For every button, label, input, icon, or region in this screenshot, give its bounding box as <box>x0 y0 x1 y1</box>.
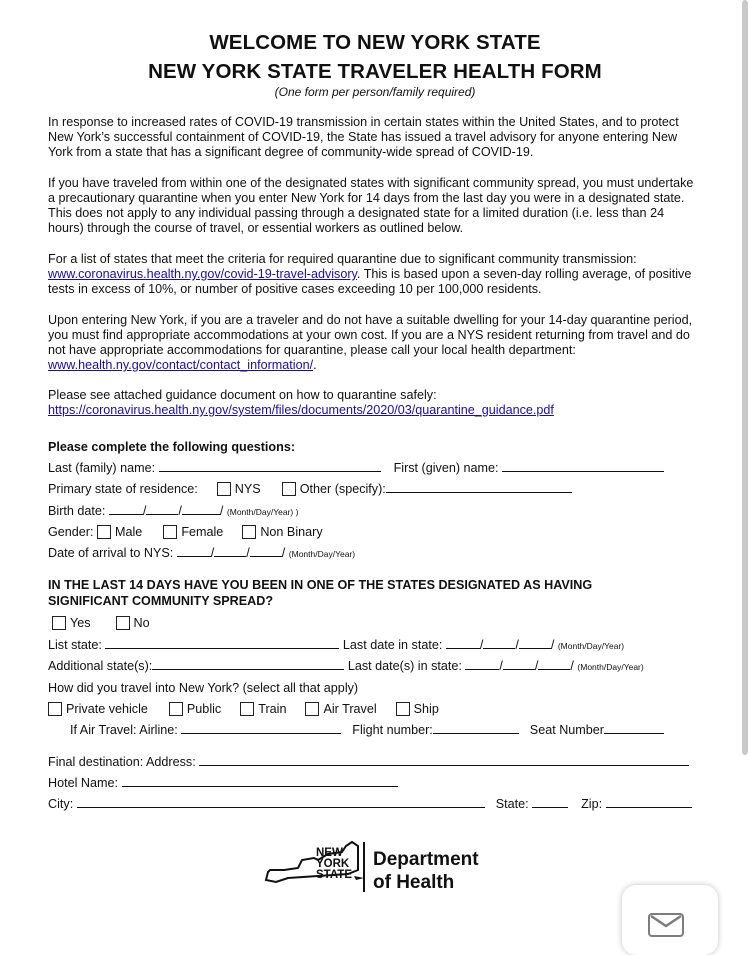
yes-checkbox[interactable] <box>52 616 66 630</box>
dept-line-2: of Health <box>373 872 455 893</box>
paragraph-4 <box>48 313 696 373</box>
paragraph-2: If you have traveled from within one of the designated states with significant community spread, you must undertake a precautionary quarantine when you enter New York for 14 days from the last day you were in a designated state. This does not apply to any individual passing through a designated state for a limited duration (i.e. less than 24 hours) through the course of travel, or essential workers as outlined below. <box>48 176 694 235</box>
mail-icon <box>648 913 684 937</box>
paragraph-5-text: Please see attached guidance document on how to quarantine safely: <box>48 388 437 402</box>
birth-date-row: Birth date: / / / (Month/Day/Year) ) <box>48 504 299 518</box>
birth-month-field[interactable] <box>109 504 143 515</box>
last-dates-label: Last date(s) in state: <box>347 659 462 673</box>
other-state-label: Other (specify): <box>299 482 386 496</box>
nonbinary-label: Non Binary <box>260 525 323 539</box>
paragraph-3 <box>48 252 696 297</box>
city-field[interactable] <box>77 797 485 808</box>
public-checkbox[interactable] <box>169 702 183 716</box>
form-heading: Please complete the following questions: <box>48 440 296 454</box>
female-checkbox[interactable] <box>163 525 177 539</box>
final-destination-label: Final destination: Address: <box>48 755 196 769</box>
train-label: Train <box>258 702 287 716</box>
department-of-health-wordmark <box>373 848 479 894</box>
vertical-scrollbar[interactable] <box>742 0 748 755</box>
arrival-year-field[interactable] <box>250 546 282 557</box>
first-name-label: First (given) name: <box>393 461 499 475</box>
air-travel-row <box>70 723 664 737</box>
air-travel-checkbox[interactable] <box>305 702 319 716</box>
spread-question-line1: IN THE LAST 14 DAYS HAVE YOU BEEN IN ONE OF THE STATES DESIGNATED AS HAVING <box>48 578 593 592</box>
ny-word-state: STATE <box>316 869 352 881</box>
birth-year-field[interactable] <box>182 504 220 515</box>
male-label: Male <box>115 525 143 539</box>
seat-number-label: Seat Number <box>529 723 604 737</box>
private-vehicle-checkbox[interactable] <box>48 702 62 716</box>
male-checkbox[interactable] <box>97 525 111 539</box>
last-month-field[interactable] <box>446 638 480 649</box>
zip-field[interactable] <box>606 797 692 808</box>
quarantine-guidance-link[interactable]: https://coronavirus.health.ny.gov/system/files/documents/2020/03/quarantine_guidance.pdf <box>48 403 554 417</box>
spread-question-line2: SIGNIFICANT COMMUNITY SPREAD? <box>48 594 274 608</box>
hotel-name-label: Hotel Name: <box>48 776 118 790</box>
ny-word-new: NEW <box>316 847 343 859</box>
zip-label: Zip: <box>581 797 603 811</box>
arrival-date-row: Date of arrival to NYS: / / / (Month/Day/Year) <box>48 546 356 560</box>
yes-no-row <box>52 616 150 630</box>
flight-number-label: Flight number: <box>352 723 433 737</box>
travel-question: How did you travel into New York? (select all that apply) <box>48 681 359 695</box>
yes-label: Yes <box>70 616 91 630</box>
airline-label: If Air Travel: Airline: <box>70 723 178 737</box>
other-state-checkbox[interactable] <box>282 482 296 496</box>
nonbinary-checkbox[interactable] <box>242 525 256 539</box>
state-label: State: <box>495 797 529 811</box>
last-day-field[interactable] <box>483 638 515 649</box>
last-name-label: Last (family) name: <box>48 461 156 475</box>
arrival-day-field[interactable] <box>214 546 246 557</box>
paragraph-4-text: Upon entering New York, if you are a traveler and do not have a suitable dwelling for your 14-day quarantine period, you must find appropriate accommodations at your own cost. If you are a NYS resident returning from travel and do not have appropriate accommodations for quarantine, please call your local health department: <box>48 313 693 357</box>
state-field[interactable] <box>532 797 568 808</box>
primary-state-label: Primary state of residence: <box>48 482 198 496</box>
birth-date-label: Birth date: <box>48 504 106 518</box>
nys-label: NYS <box>234 482 261 496</box>
last-name-field[interactable] <box>159 461 381 472</box>
final-destination-field[interactable] <box>199 755 689 766</box>
airline-field[interactable] <box>181 723 341 734</box>
no-checkbox[interactable] <box>116 616 130 630</box>
birth-date-format: (Month/Day/Year) ) <box>226 507 299 517</box>
last-date-format: (Month/Day/Year) <box>557 641 625 651</box>
page-subtitle: (One form per person/family required) <box>274 85 476 99</box>
dept-line-1: Department <box>373 849 479 870</box>
last-dates-month-field[interactable] <box>465 659 499 670</box>
private-vehicle-label: Private vehicle <box>66 702 148 716</box>
city-label: City: <box>48 797 74 811</box>
ny-state-wordmark <box>316 848 352 881</box>
travel-advisory-link[interactable]: www.coronavirus.health.ny.gov/covid-19-travel-advisory <box>48 267 357 281</box>
last-dates-day-field[interactable] <box>503 659 535 670</box>
ship-label: Ship <box>413 702 439 716</box>
paragraph-3-text-end: . This is based upon a seven-day rolling average, of positive tests in excess of 10%, or number of positive cases exceeding 10 per 100,000 residents. <box>48 267 692 296</box>
page-title-line2: NEW YORK STATE TRAVELER HEALTH FORM <box>148 60 602 83</box>
first-name-field[interactable] <box>502 461 664 472</box>
train-checkbox[interactable] <box>240 702 254 716</box>
arrival-date-label: Date of arrival to NYS: <box>48 546 174 560</box>
city-state-zip-row <box>48 797 692 811</box>
last-name-row <box>48 461 664 475</box>
contact-information-link[interactable]: www.health.ny.gov/contact/contact_information/ <box>48 358 314 372</box>
paragraph-4-text-end: . <box>313 358 317 372</box>
paragraph-5 <box>48 388 696 418</box>
last-dates-format: (Month/Day/Year) <box>577 662 644 672</box>
no-label: No <box>133 616 150 630</box>
logo-divider <box>363 842 365 892</box>
paragraph-1: In response to increased rates of COVID-19 transmission in certain states within the United States, and to protect New York’s successful containment of COVID-19, the State has issued a travel advisory for anyone entering New York from a state that has a significant degree of community-wide spread of COVID-19. <box>48 115 679 159</box>
travel-mode-row <box>48 702 439 716</box>
mail-button[interactable] <box>622 885 718 955</box>
ship-checkbox[interactable] <box>396 702 410 716</box>
final-destination-row <box>48 755 689 769</box>
arrival-month-field[interactable] <box>177 546 211 557</box>
last-year-field[interactable] <box>519 638 551 649</box>
last-dates-year-field[interactable] <box>538 659 570 670</box>
additional-states-field[interactable] <box>152 659 344 670</box>
paragraph-3-text: For a list of states that meet the criteria for required quarantine due to significant community transmission: <box>48 252 637 266</box>
arrival-date-format: (Month/Day/Year) <box>288 549 356 559</box>
other-state-field[interactable] <box>386 482 572 493</box>
additional-states-row: Additional state(s): Last date(s) in state: / / / (Month/Day/Year) <box>48 659 644 673</box>
last-date-label: Last date in state: <box>342 638 443 652</box>
public-label: Public <box>186 702 222 716</box>
air-travel-label: Air Travel <box>323 702 377 716</box>
primary-state-row <box>48 482 572 496</box>
nys-checkbox[interactable] <box>217 482 231 496</box>
seat-number-field[interactable] <box>604 723 664 734</box>
birth-day-field[interactable] <box>146 504 178 515</box>
ny-word-york: YORK <box>316 858 350 870</box>
flight-number-field[interactable] <box>433 723 519 734</box>
gender-row <box>48 525 323 539</box>
list-state-label: List state: <box>48 638 102 652</box>
list-state-field[interactable] <box>105 638 339 649</box>
list-state-row: List state: Last date in state: / / / (Month/Day/Year) <box>48 638 625 652</box>
page-title-line1: WELCOME TO NEW YORK STATE <box>209 31 541 54</box>
additional-states-label: Additional state(s): <box>48 659 153 673</box>
hotel-name-field[interactable] <box>122 776 398 787</box>
gender-label: Gender: <box>48 525 94 539</box>
hotel-name-row <box>48 776 398 790</box>
female-label: Female <box>181 525 224 539</box>
